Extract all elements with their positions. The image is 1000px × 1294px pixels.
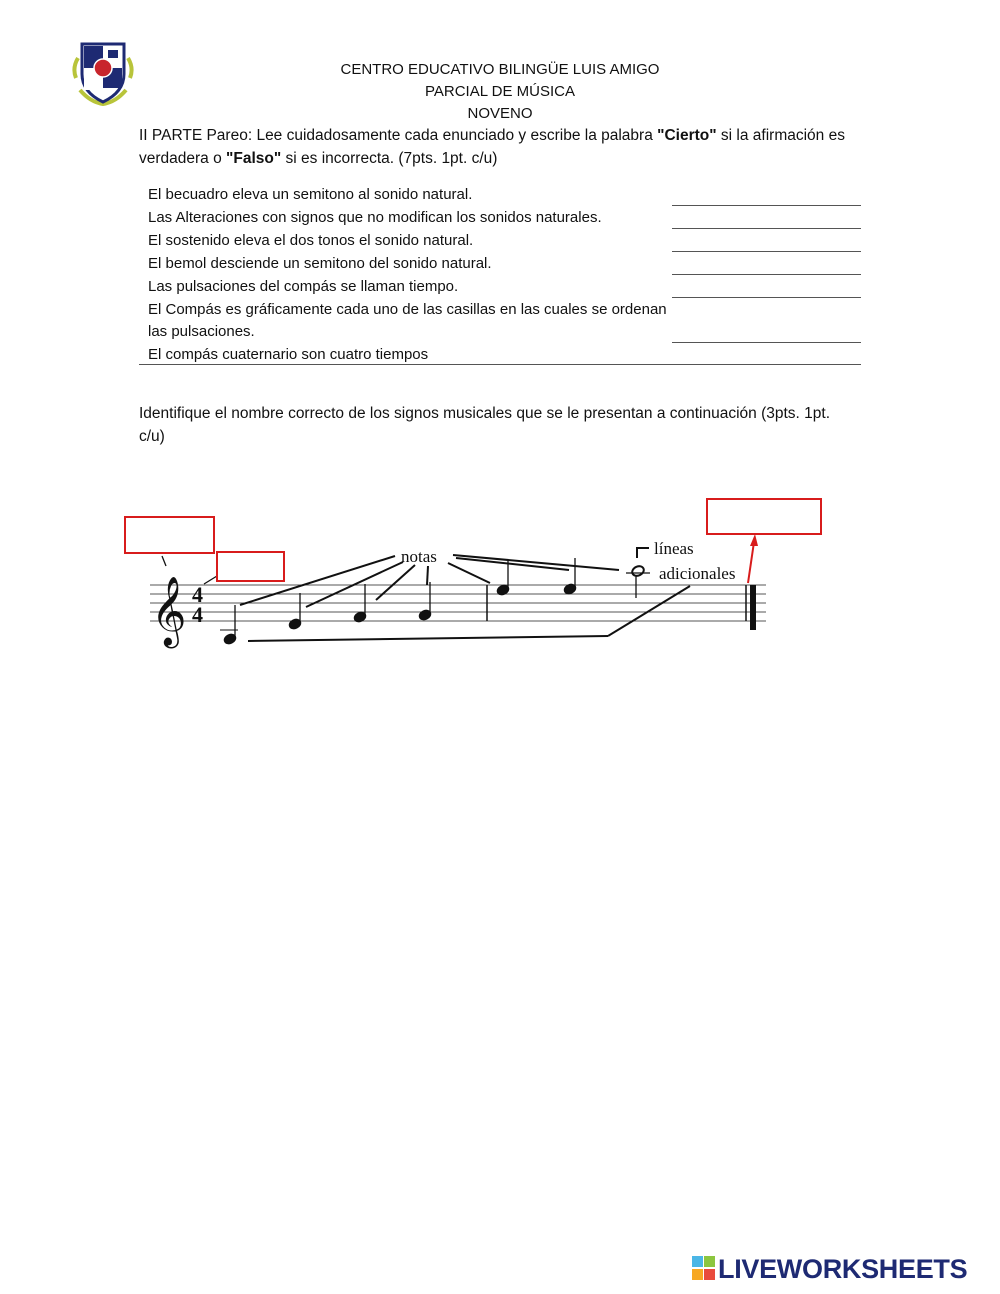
keyword-falso: "Falso" [226,150,282,167]
exam-title: PARCIAL DE MÚSICA [424,83,576,100]
keyword-cierto: "Cierto" [657,127,717,144]
table-row [139,299,861,344]
answer-input-1[interactable] [672,186,861,206]
statement-text: Las Alteraciones con signos que no modifican los sonidos naturales. [148,209,602,226]
table-row [139,184,861,207]
instructions-text-1: II PARTE Pareo: Lee cuidadosamente cada enunciado y escribe la palabra [139,127,658,144]
identify-instructions: Identifique el nombre correcto de los signos musicales que se le presentan a continuación (3pts. 1pt. c/u) [139,405,831,445]
brand-name: LIVEWORKSHEETS [718,1254,968,1284]
answer-input-6[interactable] [672,323,861,343]
grade-level: NOVENO [467,105,533,122]
answer-input-2[interactable] [672,209,861,229]
arrow-line [748,542,754,583]
answer-input-7[interactable] [672,346,861,364]
table-row [139,276,861,299]
ledger-bracket-icon [637,548,649,558]
liveworksheets-logo-icon [692,1256,716,1282]
staff-lines [150,585,766,621]
treble-clef-icon: 𝄞 [151,576,187,646]
table-row [139,207,861,230]
time-signature-top: 4 [192,582,203,607]
answer-input-5[interactable] [672,278,861,298]
school-name: CENTRO EDUCATIVO BILINGÜE LUIS AMIGO [340,61,660,78]
clef-pointer [162,556,166,566]
statement-text: El bemol desciende un semitono del sonido natural. [148,255,492,272]
note-whole-ledger [631,564,646,577]
adicionales-label: adicionales [659,564,736,583]
lineas-label: líneas [654,539,694,558]
statement-text: El sostenido eleva el dos tonos el sonido natural. [148,232,474,249]
table-row [139,344,861,366]
table-row [139,230,861,253]
ledger-bottom-line [248,636,608,641]
answer-input-4[interactable] [672,255,861,275]
table-row [139,253,861,276]
instructions-text-3: si es incorrecta. (7pts. 1pt. c/u) [281,150,498,167]
answer-box-time-signature[interactable] [216,551,285,582]
liveworksheets-brand [690,1253,990,1285]
table-bottom-border [139,364,861,365]
notas-label: notas [401,547,437,566]
statement-text: Las pulsaciones del compás se llaman tiempo. [148,278,459,295]
arrow-head-icon [750,534,758,546]
statement-text: El compás cuaternario son cuatro tiempos [148,346,429,363]
statement-text: El Compás es gráficamente cada uno de las casillas en las cuales se ordenan las pulsaciones. [148,301,667,340]
answer-box-final-barline[interactable] [706,498,822,535]
instructions-text-2: si la afirmación es verdadera o [139,127,845,167]
matching-instructions [139,124,879,170]
statement-text: El becuadro eleva un semitono al sonido natural. [148,186,473,203]
time-signature-bottom: 4 [192,602,203,627]
answer-box-clef[interactable] [124,516,215,554]
answer-input-3[interactable] [672,232,861,252]
final-barline-thick [750,585,756,630]
